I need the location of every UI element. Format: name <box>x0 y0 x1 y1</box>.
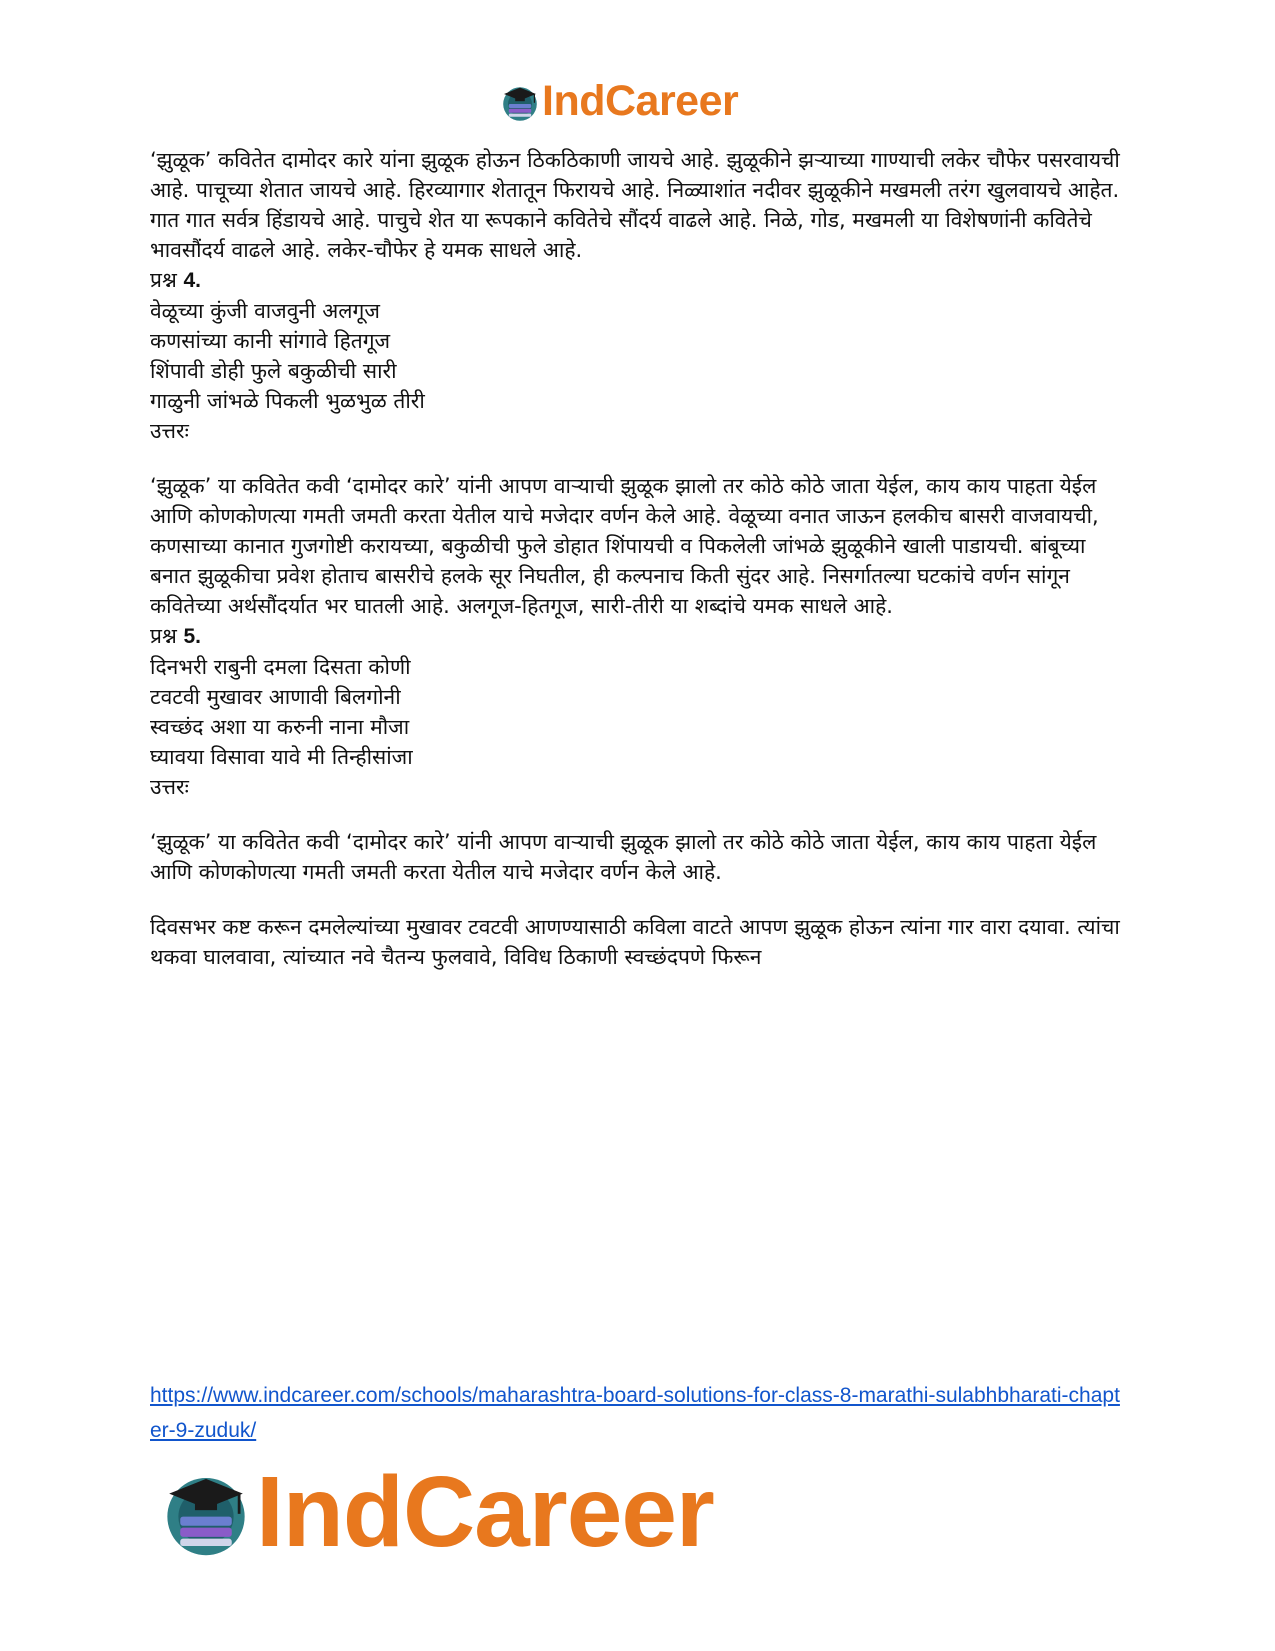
question-4-verse-line: वेळूच्या कुंजी वाजवुनी अलगूज <box>150 299 380 323</box>
document-body <box>150 145 1125 972</box>
question-5-number: 5. <box>183 625 201 648</box>
question-4-number: 4. <box>183 269 201 292</box>
answer-4-label: उत्तरः <box>150 419 189 443</box>
graduation-cap-book-logo-icon <box>500 82 540 122</box>
paragraph-intro: ‘झुळूक’ कवितेत दामोदर कारे यांना झुळूक होऊन ठिकठिकाणी जायचे आहे. झुळूकीने झऱ्याच्या गाण्याची लकेर चौफेर पसरवायची आहे. पाचूच्या शेतात जायचे आहे. हिरव्यागार शेतातून फिरायचे आहे. निळ्याशांत नदीवर झुळूकीने मखमली तरंग खुलवायचे आहेत. गात गात सर्वत्र हिंडायचे आहे. पाचुचे शेत या रूपकाने कवितेचे सौंदर्य वाढले आहे. निळे, गोड, मखमली या विशेषणांनी कवितेचे भावसौंदर्य वाढले आहे. लकेर-चौफेर हे यमक साधले आहे. <box>150 148 1120 262</box>
question-5-verse-line: दिनभरी राबुनी दमला दिसता कोणी <box>150 655 411 679</box>
header-logo <box>500 77 739 125</box>
footer-logo <box>160 1456 714 1568</box>
brand-name: IndCareer <box>256 1456 714 1568</box>
question-5-label: प्रश्न <box>150 624 184 648</box>
question-5-heading <box>150 621 1125 652</box>
question-5-verse-line: टवटवी मुखावर आणावी बिलगोनी <box>150 685 401 709</box>
graduation-cap-book-logo-icon <box>160 1466 252 1558</box>
source-url-link[interactable]: https://www.indcareer.com/schools/maharashtra-board-solutions-for-class-8-marathi-sulabhbharati-chapter-9-zuduk/ <box>150 1384 1120 1442</box>
answer-5-label: उत्तरः <box>150 775 189 799</box>
answer-5-paragraph-1: ‘झुळूक’ या कवितेत कवी ‘दामोदर कारे’ यांनी आपण वाऱ्याची झुळूक झालो तर कोठे कोठे जाता येईल, काय काय पाहता येईल आणि कोणकोणत्या गमती जमती करता येतील याचे मजेदार वर्णन केले आहे. <box>150 830 1097 884</box>
question-4-heading <box>150 265 1125 296</box>
question-5-verse-line: स्वच्छंद अशा या करुनी नाना मौजा <box>150 715 410 739</box>
answer-5-paragraph-2: दिवसभर कष्ट करून दमलेल्यांच्या मुखावर टवटवी आणण्यासाठी कविला वाटते आपण झुळूक होऊन त्यांना गार वारा दयावा. त्यांचा थकवा घालवावा, त्यांच्यात नवे चैतन्य फुलवावे, विविध ठिकाणी स्वच्छंदपणे फिरून <box>150 915 1120 969</box>
question-4-verse-line: कणसांच्या कानी सांगावे हितगूज <box>150 329 391 353</box>
answer-4-paragraph: ‘झुळूक’ या कवितेत कवी ‘दामोदर कारे’ यांनी आपण वाऱ्याची झुळूक झालो तर कोठे कोठे जाता येईल, काय काय पाहता येईल आणि कोणकोणत्या गमती जमती करता येतील याचे मजेदार वर्णन केले आहे. वेळूच्या वनात जाऊन हलकीच बासरी वाजवायची, कणसाच्या कानात गुजगोष्टी करायच्या, बकुळीची फुले डोहात शिंपायची व पिकलेली जांभळे झुळूकीने खाली पाडायची. बांबूच्या बनात झुळूकीचा प्रवेश होताच बासरीचे हलके सूर निघतील, ही कल्पनाच किती सुंदर आहे. निसर्गातल्या घटकांचे वर्णन सांगून कवितेच्या अर्थसौंदर्यात भर घातली आहे. अलगूज-हितगूज, सारी-तीरी या शब्दांचे यमक साधले आहे. <box>150 474 1099 618</box>
question-4-label: प्रश्न <box>150 268 184 292</box>
brand-name: IndCareer <box>542 77 739 125</box>
question-4-verse-line: गाळुनी जांभळे पिकली भुळभुळ तीरी <box>150 389 425 413</box>
question-4-verse-line: शिंपावी डोही फुले बकुळीची सारी <box>150 359 397 383</box>
question-5-verse-line: घ्यावया विसावा यावे मी तिन्हीसांजा <box>150 745 413 769</box>
